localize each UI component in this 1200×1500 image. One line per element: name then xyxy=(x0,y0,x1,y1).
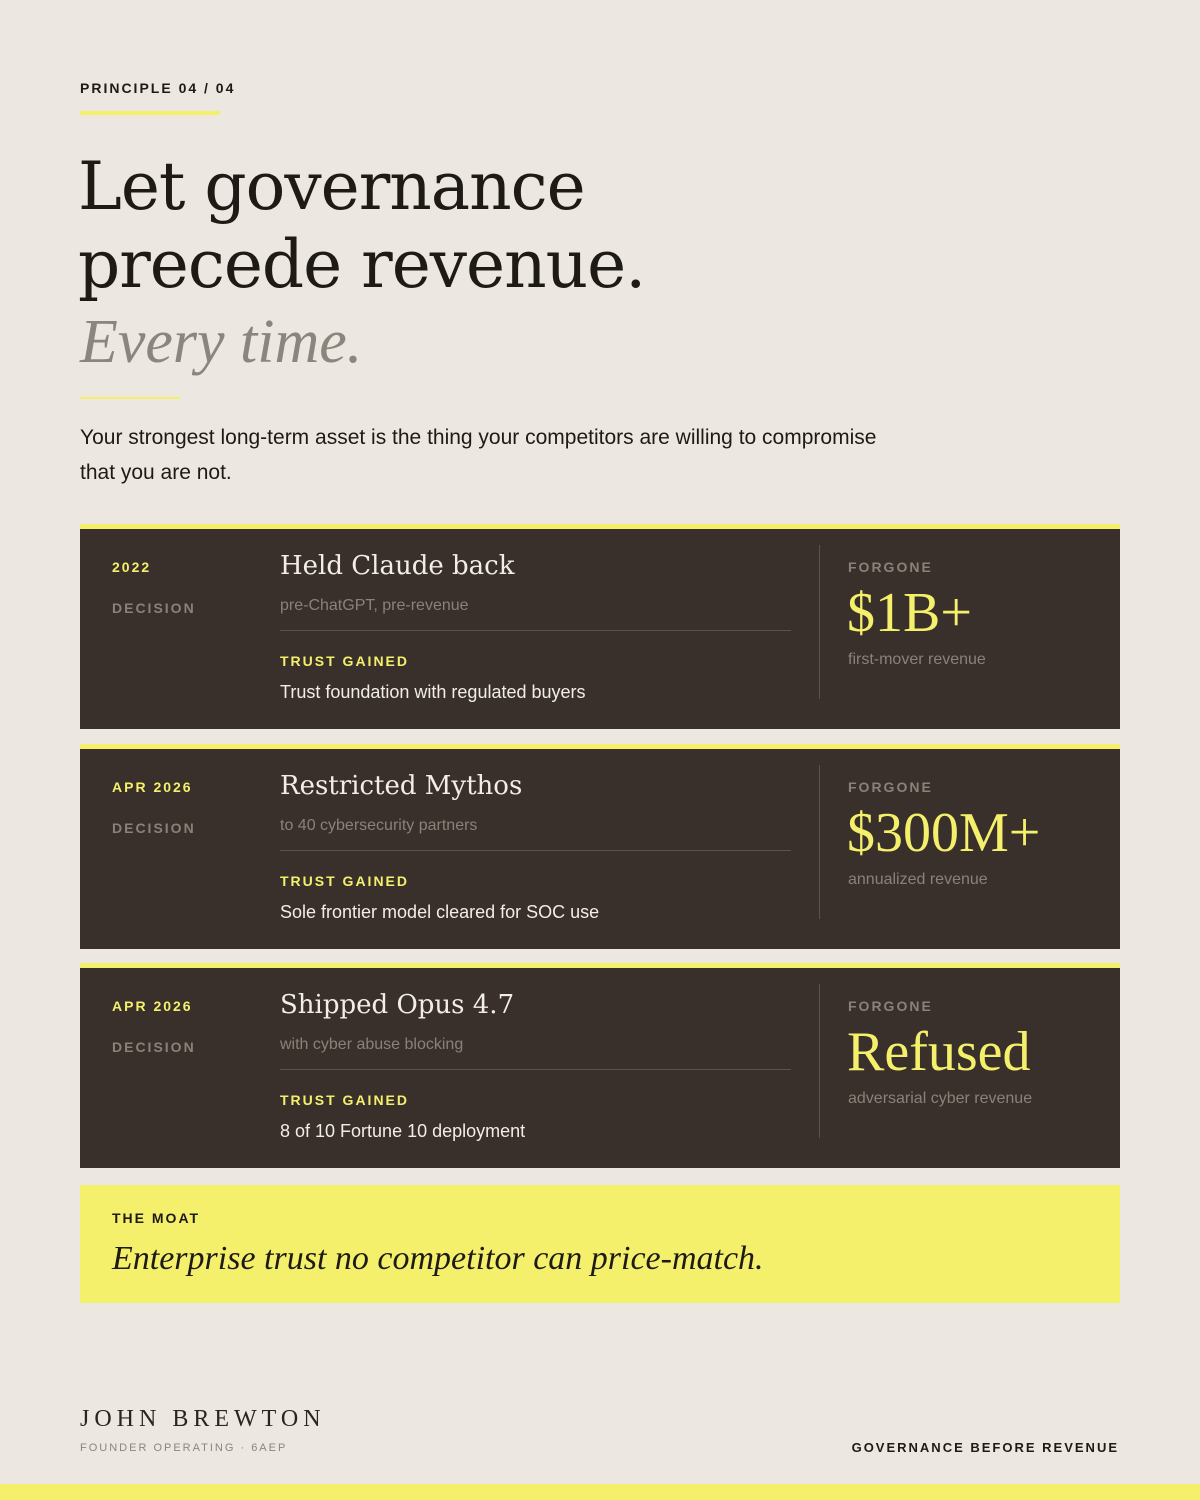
card-vertical-divider xyxy=(819,984,820,1138)
headline-divider xyxy=(80,397,180,399)
moat-text: Enterprise trust no competitor can price-match. xyxy=(112,1240,764,1277)
headline-italic: Every time. xyxy=(80,308,363,376)
decision-card xyxy=(80,963,1120,1168)
forgone-label: FORGONE xyxy=(848,779,933,795)
forgone-note: adversarial cyber revenue xyxy=(848,1090,1033,1107)
trust-gained-label: TRUST GAINED xyxy=(280,873,409,889)
moat-callout xyxy=(80,1185,1120,1303)
author-name: JOHN BREWTON xyxy=(80,1406,326,1432)
forgone-label: FORGONE xyxy=(848,998,933,1014)
decision-card xyxy=(80,524,1120,729)
trust-gained-value: Sole frontier model cleared for SOC use xyxy=(280,902,600,922)
footer-tagline: GOVERNANCE BEFORE REVENUE xyxy=(851,1440,1119,1455)
card-divider xyxy=(280,630,791,631)
moat-label: THE MOAT xyxy=(112,1210,201,1226)
forgone-label: FORGONE xyxy=(848,559,933,575)
forgone-note: annualized revenue xyxy=(848,871,988,888)
card-divider xyxy=(280,850,791,851)
headline xyxy=(78,148,645,304)
trust-gained-value: Trust foundation with regulated buyers xyxy=(280,682,586,702)
card-vertical-divider xyxy=(819,545,820,699)
decision-title: Restricted Mythos xyxy=(280,771,523,801)
forgone-note: first-mover revenue xyxy=(848,651,986,668)
decision-label: DECISION xyxy=(112,820,196,836)
forgone-value: $1B+ xyxy=(847,582,972,644)
decision-label: DECISION xyxy=(112,600,196,616)
decision-date: APR 2026 xyxy=(112,779,193,795)
decision-date: 2022 xyxy=(112,559,152,575)
forgone-value: $300M+ xyxy=(847,802,1041,864)
principle-eyebrow: PRINCIPLE 04 / 04 xyxy=(80,80,236,96)
trust-gained-label: TRUST GAINED xyxy=(280,653,409,669)
card-vertical-divider xyxy=(819,765,820,919)
decision-subtitle: pre-ChatGPT, pre-revenue xyxy=(280,597,469,614)
decision-label: DECISION xyxy=(112,1039,196,1055)
decision-title: Held Claude back xyxy=(280,551,515,581)
decision-subtitle: with cyber abuse blocking xyxy=(280,1036,464,1053)
decision-card xyxy=(80,744,1120,949)
eyebrow-accent-rule xyxy=(80,111,220,115)
author-tagline: FOUNDER OPERATING · 6AEP xyxy=(80,1442,288,1454)
lede-text: Your strongest long-term asset is the thing your competitors are willing to compromise that you are not. xyxy=(80,426,877,484)
decision-subtitle: to 40 cybersecurity partners xyxy=(280,817,478,834)
headline-line-2: precede revenue. xyxy=(78,226,646,303)
headline-line-1: Let governance xyxy=(78,148,585,225)
decision-title: Shipped Opus 4.7 xyxy=(280,990,515,1020)
forgone-value: Refused xyxy=(847,1021,1031,1083)
decision-date: APR 2026 xyxy=(112,998,193,1014)
trust-gained-value: 8 of 10 Fortune 10 deployment xyxy=(280,1121,526,1141)
bottom-accent-bar xyxy=(0,1484,1200,1500)
card-divider xyxy=(280,1069,791,1070)
trust-gained-label: TRUST GAINED xyxy=(280,1092,409,1108)
